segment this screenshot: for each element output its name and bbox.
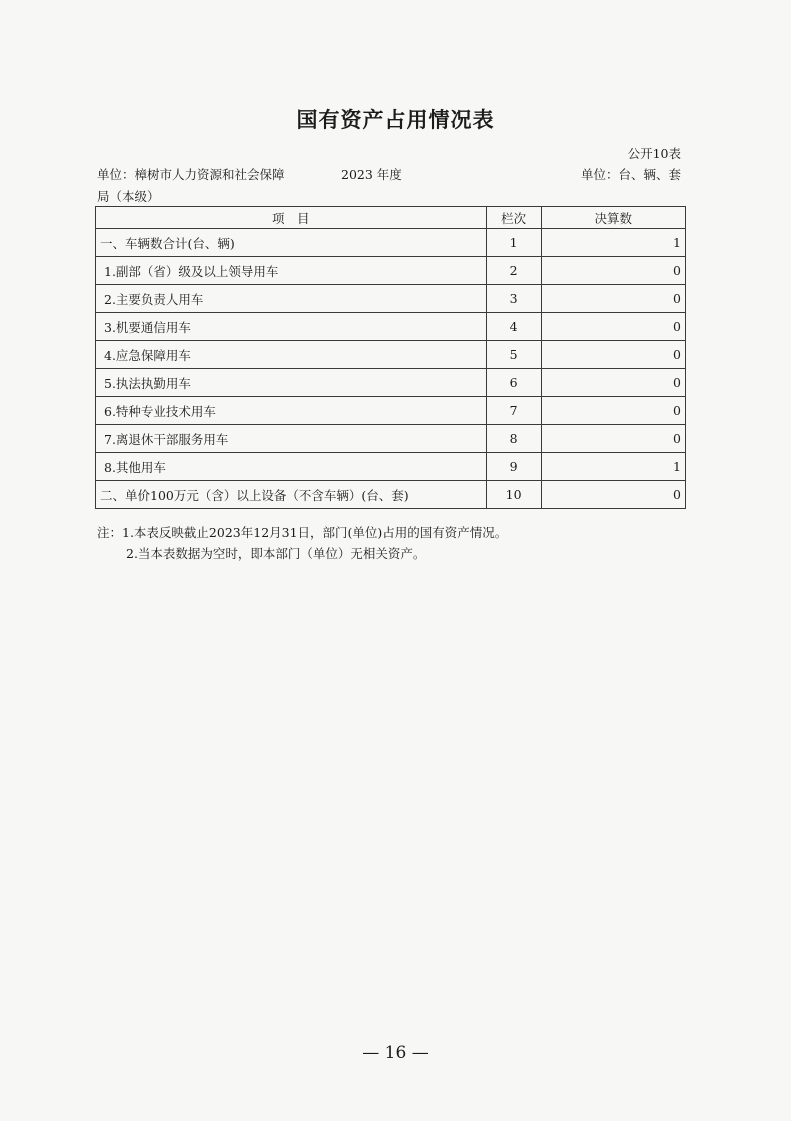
page-title: 国有资产占用情况表 [296, 108, 495, 132]
row-value: 0 [541, 313, 685, 341]
row-item: 3.机要通信用车 [96, 313, 487, 341]
row-item: 二、单价100万元（含）以上设备（不含车辆）(台、套) [96, 481, 487, 509]
row-item: 2.主要负责人用车 [96, 285, 487, 313]
row-item: 4.应急保障用车 [96, 341, 487, 369]
row-column-no: 1 [486, 229, 541, 257]
row-value: 0 [541, 341, 685, 369]
row-column-no: 8 [486, 425, 541, 453]
table-row [96, 481, 686, 509]
table-row [96, 453, 686, 481]
row-value: 0 [541, 425, 685, 453]
row-value: 1 [541, 453, 685, 481]
row-value: 0 [541, 257, 685, 285]
row-value: 1 [541, 229, 685, 257]
report-year: 2023 年度 [341, 167, 402, 182]
header-column-no: 栏次 [486, 207, 541, 229]
form-number: 公开10表 [627, 146, 681, 161]
row-column-no: 7 [486, 397, 541, 425]
table-row [96, 229, 686, 257]
table-header-row [96, 207, 686, 229]
row-column-no: 5 [486, 341, 541, 369]
row-item: 5.执法执勤用车 [96, 369, 487, 397]
measure-unit: 单位：台、辆、套 [580, 167, 681, 182]
row-item: 8.其他用车 [96, 453, 487, 481]
header-item: 项 目 [96, 207, 487, 229]
table-row [96, 369, 686, 397]
row-value: 0 [541, 369, 685, 397]
row-item: 6.特种专业技术用车 [96, 397, 487, 425]
note-line-2: 2.当本表数据为空时，即本部门（单位）无相关资产。 [126, 546, 426, 561]
row-column-no: 2 [486, 257, 541, 285]
row-column-no: 9 [486, 453, 541, 481]
row-column-no: 3 [486, 285, 541, 313]
row-value: 0 [541, 285, 685, 313]
notes [97, 522, 507, 564]
page-number: — 16 — [362, 1043, 429, 1063]
reporting-unit: 单位：樟树市人力资源和社会保障 [97, 167, 285, 182]
asset-table [95, 206, 686, 509]
row-item: 7.离退休干部服务用车 [96, 425, 487, 453]
row-column-no: 6 [486, 369, 541, 397]
row-value: 0 [541, 397, 685, 425]
row-item: 一、车辆数合计(台、辆) [96, 229, 487, 257]
row-value: 0 [541, 481, 685, 509]
table-row [96, 341, 686, 369]
row-item: 1.副部（省）级及以上领导用车 [96, 257, 487, 285]
row-column-no: 10 [486, 481, 541, 509]
table-row [96, 285, 686, 313]
table-row [96, 257, 686, 285]
header-value: 决算数 [541, 207, 685, 229]
table-row [96, 425, 686, 453]
note-line-1: 注：1.本表反映截止2023年12月31日，部门(单位)占用的国有资产情况。 [97, 525, 508, 540]
reporting-unit-line2: 局（本级） [97, 189, 160, 204]
table-row [96, 313, 686, 341]
row-column-no: 4 [486, 313, 541, 341]
table-row [96, 397, 686, 425]
